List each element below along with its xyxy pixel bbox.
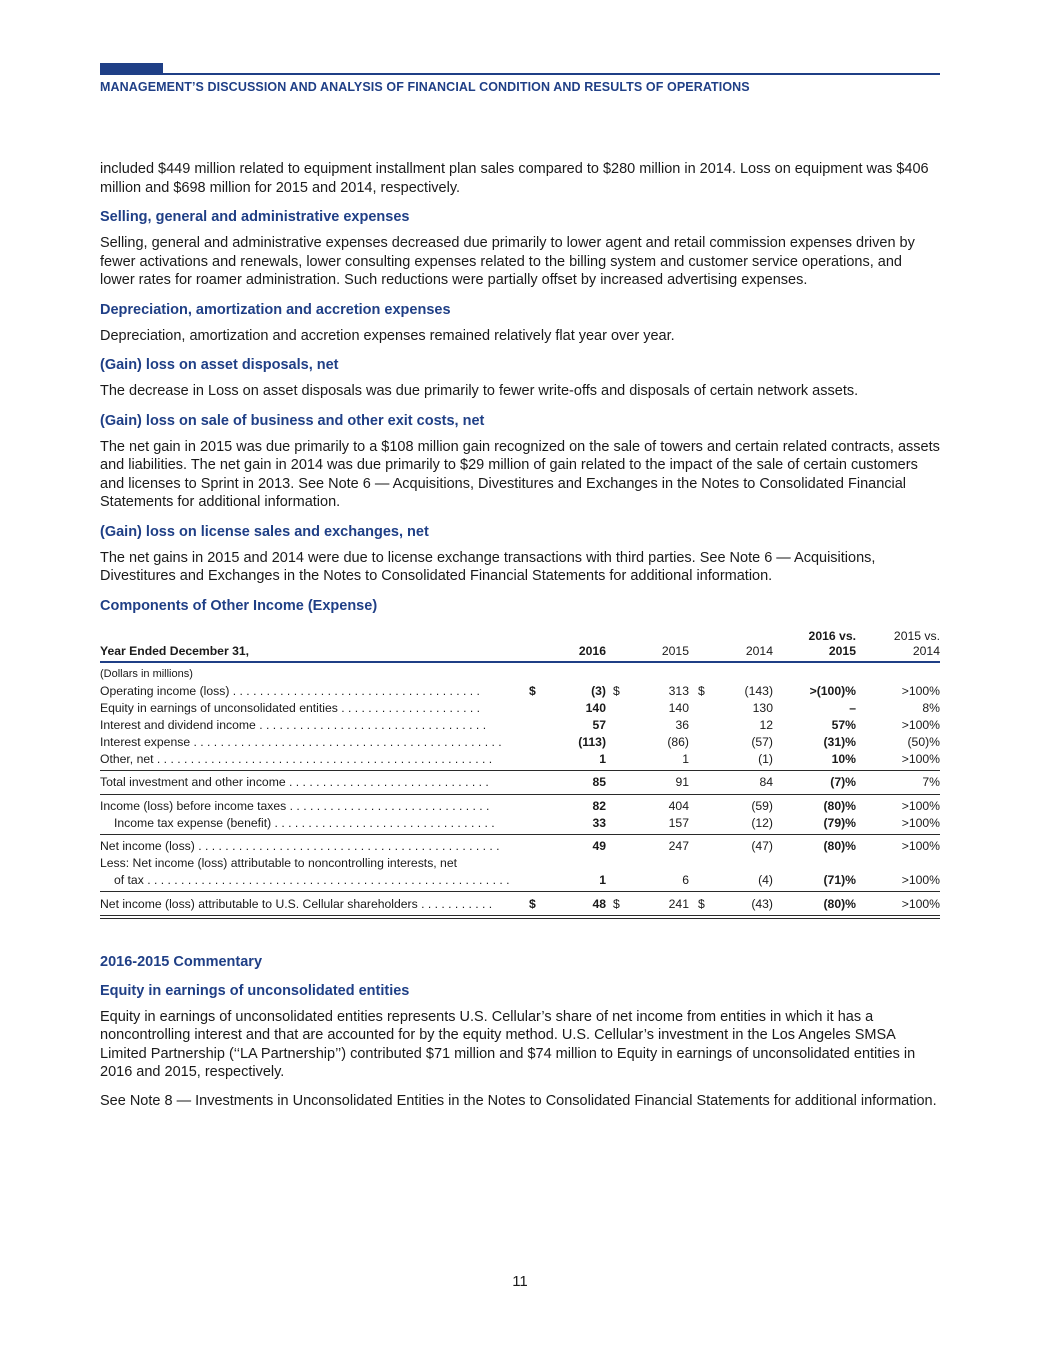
table-row [100,838,940,854]
table-row-total [100,774,940,790]
cell-2014: (4) [758,872,773,887]
table-row [100,855,940,871]
cell-2016: 48 [592,896,606,911]
cell-2015: 6 [682,872,689,887]
cell-2015-vs-2014: >100% [901,683,940,698]
cell-2014: 130 [752,700,773,715]
row-label: Equity in earnings of unconsolidated entities . . . . . . . . . . . . . . . . . . . . . [100,700,481,715]
table-row [100,815,940,831]
dollar-sign: $ [698,683,705,698]
cell-2015-vs-2014: 8% [922,700,940,715]
cell-2015: 241 [668,896,689,911]
cell-2015-vs-2014: >100% [901,717,940,732]
row-label: of tax . . . . . . . . . . . . . . . . . . . . . . . . . . . . . . . . . . . . . . . . . . . . . . . . . . . . . . [114,872,510,887]
cell-2015: (86) [667,734,689,749]
row-label: Interest and dividend income . . . . . . . . . . . . . . . . . . . . . . . . . . . . . . . . . . [100,717,487,732]
cell-2015: 91 [675,774,689,789]
cell-2015-vs-2014: >100% [901,751,940,766]
section-body-sga: Selling, general and administrative expenses decreased due primarily to lower agent and retail commission expenses driven by fewer activations and renewals, lower consulting expenses related to the billing system and customer service operations, and lower rates for roamer administration. Such reductions were partially offset by increased advertising expenses. [100,235,915,288]
col-header-label: Year Ended December 31, [100,643,250,658]
cell-2014: 12 [759,717,773,732]
cell-2016-vs-2015: (7)% [830,774,856,789]
cell-2016-vs-2015: (71)% [823,872,856,887]
cell-2015: 36 [675,717,689,732]
row-label: Total investment and other income . . . . . . . . . . . . . . . . . . . . . . . . . . . . . . [100,774,489,789]
double-rule-bottom [100,918,940,919]
section-heading-sale-of-business: (Gain) loss on sale of business and other exit costs, net [100,412,485,429]
cell-2014: (57) [751,734,773,749]
commentary-paragraph-2: See Note 8 — Investments in Unconsolidated Entities in the Notes to Consolidated Financial Statements for additional information. [100,1092,937,1109]
cell-2015-vs-2014: (50)% [907,734,940,749]
col-header-2015: 2015 [661,643,689,658]
cell-2016: 1 [599,751,606,766]
cell-2016-vs-2015: 57% [831,717,856,732]
commentary-heading: Equity in earnings of unconsolidated entities [100,982,410,999]
cell-2016: 49 [592,838,606,853]
cell-2016: (3) [591,683,606,698]
table-row [100,734,940,750]
dollar-sign: $ [613,896,620,911]
cell-2016: 57 [592,717,606,732]
table-row-final [100,896,940,912]
dollar-sign: $ [613,683,620,698]
dollar-sign: $ [529,896,536,911]
table-row [100,872,940,888]
cell-2016-vs-2015: >(100)% [809,683,856,698]
cell-2015-vs-2014: >100% [901,815,940,830]
cell-2016-vs-2015: (31)% [823,734,856,749]
header-rule [100,73,940,75]
cell-2016: 33 [592,815,606,830]
section-heading-license-sales: (Gain) loss on license sales and exchanges, net [100,523,429,540]
row-label: Income tax expense (benefit) . . . . . . . . . . . . . . . . . . . . . . . . . . . . . . . . . [114,815,495,830]
cell-2015: 1 [682,751,689,766]
cell-2014: (1) [758,751,773,766]
table-header-row-top [100,628,940,644]
dollar-sign: $ [529,683,536,698]
dollar-sign: $ [698,896,705,911]
cell-2016: (113) [578,734,606,749]
cell-2016-vs-2015: 10% [831,751,856,766]
cell-2016-vs-2015: (80)% [823,896,856,911]
cell-2014: (47) [751,838,773,853]
col-header-2015-vs-top: 2015 vs. [893,628,940,643]
col-header-2016-vs-bottom: 2015 [828,643,856,658]
commentary-title: 2016-2015 Commentary [100,953,263,970]
row-label: Net income (loss) attributable to U.S. Cellular shareholders . . . . . . . . . . . [100,896,493,911]
document-body [100,160,940,1110]
col-header-2016-vs-top: 2016 vs. [808,628,856,643]
row-label: Income (loss) before income taxes . . . . . . . . . . . . . . . . . . . . . . . . . . . . . . [100,798,490,813]
subtotal-rule [100,794,940,795]
subtotal-rule [100,770,940,771]
row-label: Net income (loss) . . . . . . . . . . . . . . . . . . . . . . . . . . . . . . . . . . . . . . . . . . . . . [100,838,500,853]
cell-2016: 140 [585,700,606,715]
col-header-2016: 2016 [578,643,606,658]
cell-2015-vs-2014: >100% [901,798,940,813]
section-body-sale-of-business: The net gain in 2015 was due primarily to a $108 million gain recognized on the sale of towers and certain related contracts, assets and liabilities. The net gain in 2014 was due primarily to $29 million of gain related to the impact of the sale of certain customers and licenses to Sprint in 2013. See Note 6 — Acquisitions, Divestitures and Exchanges in the Notes to Consolidated Financial Statements for additional information. [100,438,940,510]
cell-2014: 84 [759,774,773,789]
cell-2015-vs-2014: >100% [901,838,940,853]
section-heading-asset-disposals: (Gain) loss on asset disposals, net [100,357,339,373]
cell-2016: 82 [592,798,606,813]
row-label: Operating income (loss) . . . . . . . . . . . . . . . . . . . . . . . . . . . . . . . . . . . . . [100,683,480,698]
subtotal-rule [100,834,940,835]
table-row [100,798,940,814]
cell-2014: (12) [751,815,773,830]
table-row [100,717,940,733]
section-heading-depreciation: Depreciation, amortization and accretion expenses [100,301,451,318]
cell-2015: 313 [668,683,689,698]
section-body-asset-disposals: The decrease in Loss on asset disposals was due primarily to fewer write-offs and disposals of certain network assets. [100,383,859,399]
page-number: 11 [512,1273,528,1290]
cell-2015: 247 [668,838,689,853]
cell-2015: 140 [668,700,689,715]
table-row [100,751,940,767]
cell-2015-vs-2014: >100% [901,896,940,911]
table-header-row [100,643,940,659]
row-label: Less: Net income (loss) attributable to noncontrolling interests, net [100,855,458,870]
header-rule-line [100,661,940,663]
units-label: (Dollars in millions) [100,667,193,680]
cell-2016: 85 [592,774,606,789]
double-rule-top [100,915,940,916]
cell-2016-vs-2015: (79)% [823,815,856,830]
col-header-2015-vs-bottom: 2014 [912,643,940,658]
cell-2016-vs-2015: (80)% [823,798,856,813]
other-income-table [100,628,940,946]
cell-2016: 1 [599,872,606,887]
table-heading: Components of Other Income (Expense) [100,597,378,614]
page-header: MANAGEMENT’S DISCUSSION AND ANALYSIS OF FINANCIAL CONDITION AND RESULTS OF OPERATIONS [100,80,750,94]
cell-2016-vs-2015: (80)% [823,838,856,853]
row-label: Interest expense . . . . . . . . . . . . . . . . . . . . . . . . . . . . . . . . . . . . . . . . . . . . . . [100,734,502,749]
intro-paragraph: included $449 million related to equipment installment plan sales compared to $280 million in 2014. Loss on equipment was $406 million and $698 million for 2015 and 2014, respectively. [100,161,929,196]
units-note [100,666,940,682]
commentary-paragraph-1: Equity in earnings of unconsolidated entities represents U.S. Cellular’s share of net income from entities in which it has a noncontrolling interest and that are accounted for by the equity method. U.S. Cellular’s investment in the Los Angeles SMSA Limited Partnership (‘‘LA Partnership’’) contributed $71 million and $74 million to Equity in earnings of unconsolidated entities in 2016 and 2015, respectively. [100,1008,916,1080]
row-label: Other, net . . . . . . . . . . . . . . . . . . . . . . . . . . . . . . . . . . . . . . . . . . . . . . . . . . [100,751,493,766]
section-body-license-sales: The net gains in 2015 and 2014 were due to license exchange transactions with third parties. See Note 6 — Acquisitions, Divestitures and Exchanges in the Notes to Consolidated Financial Statements for additional information. [100,549,876,584]
cell-2014: (59) [751,798,773,813]
col-header-2014: 2014 [745,643,773,658]
section-heading-sga: Selling, general and administrative expenses [100,209,410,225]
cell-2015: 157 [668,815,689,830]
table-row [100,700,940,716]
cell-2015-vs-2014: 7% [922,774,940,789]
section-body-depreciation: Depreciation, amortization and accretion expenses remained relatively flat year over year. [100,327,675,344]
cell-2014: (43) [751,896,773,911]
cell-2015-vs-2014: >100% [901,872,940,887]
table-row [100,683,940,699]
cell-2016-vs-2015: – [849,700,856,715]
subtotal-rule [100,891,940,892]
cell-2015: 404 [668,798,689,813]
cell-2014: (143) [744,683,773,698]
